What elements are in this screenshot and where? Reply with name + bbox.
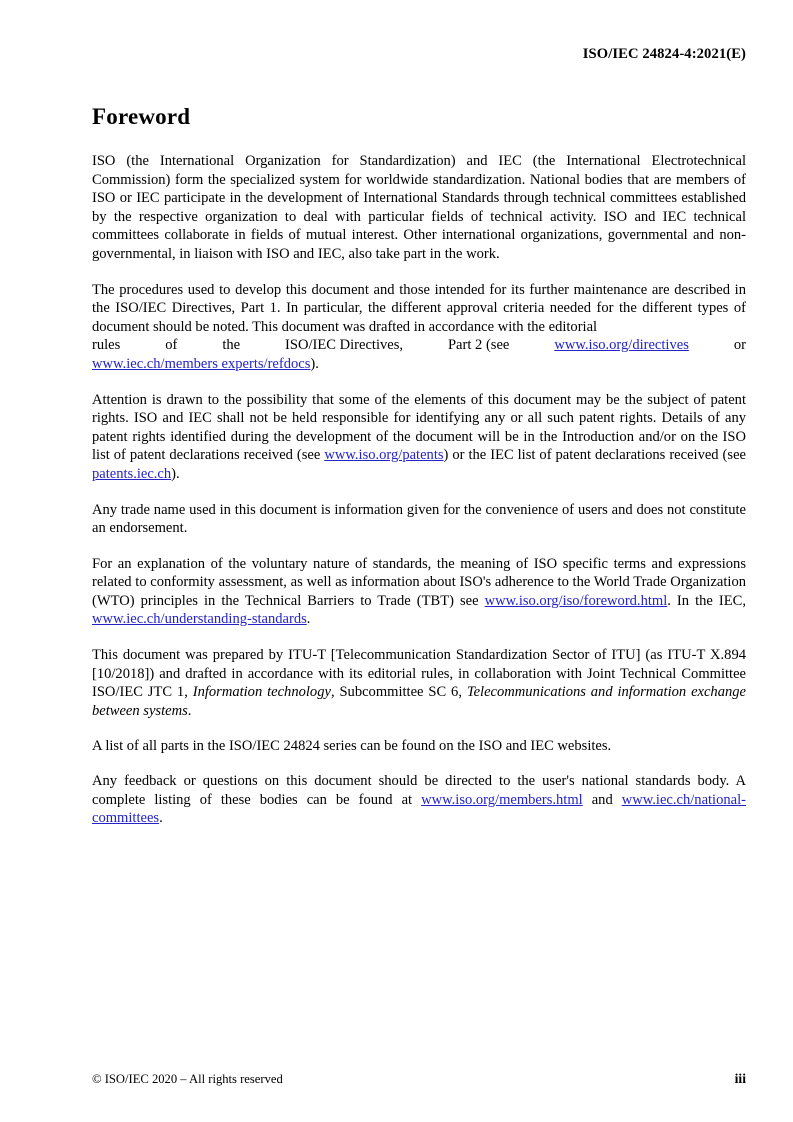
word-rules: rules xyxy=(92,337,121,354)
link-iso-directives[interactable]: www.iso.org/directives xyxy=(554,337,689,354)
copyright-notice: © ISO/IEC 2020 – All rights reserved xyxy=(92,1072,283,1086)
link-iso-patents[interactable]: www.iso.org/patents xyxy=(324,447,444,464)
paragraph-scope-organizations xyxy=(92,152,746,264)
page-number: iii xyxy=(734,1071,746,1086)
word-of: of xyxy=(165,337,178,354)
paragraph-text: Any trade name used in this document is information given for the convenience of users and does not constitute an endorsement. xyxy=(92,501,746,537)
paragraph-text-tail: . xyxy=(187,702,192,719)
word-the: the xyxy=(222,337,241,354)
word-part2-see: Part 2 (see xyxy=(447,337,510,354)
page-title: Foreword xyxy=(92,104,191,129)
paragraph-text-tail: ). xyxy=(171,465,180,482)
link-iec-understanding-standards[interactable]: www.iec.ch/understanding-standards xyxy=(92,611,307,628)
paragraph-text-mid: ) or the IEC list of patent declarations received (see xyxy=(443,447,746,464)
paragraph-text-tail: . xyxy=(159,810,163,827)
paragraph-text: Attention is drawn to the possibility that some of the elements of this document may be the subject of patent rights. ISO and IEC shall not be held responsible for identifying any or all such patent rights. Details of any patent rights identified during the development of the document will be in the Introduction and/or on the ISO list of patent declarations received (see xyxy=(92,391,746,464)
conjunction-or: or xyxy=(733,337,746,354)
justified-line xyxy=(92,336,746,355)
paragraph-voluntary-nature xyxy=(92,555,746,629)
italic-information-technology: Information technology xyxy=(192,684,331,701)
paragraph-text: For an explanation of the voluntary nature of standards, the meaning of ISO specific terms and expressions related to conformity assessment, as well as information about ISO's adherence to the World Trade Organization (WTO) principles in the Technical Barriers to Trade (TBT) see xyxy=(92,555,746,609)
paragraph-text-mid: and xyxy=(582,791,622,808)
paragraph-text: The procedures used to develop this document and those intended for its further maintenance are described in the ISO/IEC Directives, Part 1. In particular, the different approval criteria needed for the different types of document should be noted. This document was drafted in accordance with the editorial xyxy=(92,281,746,335)
document-code-header: ISO/IEC 24824-4:2021(E) xyxy=(582,46,746,62)
paragraph-text-tail: . xyxy=(306,611,311,628)
paragraph-text: This document was prepared by ITU-T [Telecommunication Standardization Sector of ITU] (as ITU-T X.894 [10/2018]) and drafted in accordance with its editorial rules, in collaboration with Joint Technical Committee ISO/IEC JTC 1, xyxy=(92,647,746,701)
paragraph-text: ISO (the International Organization for Standardization) and IEC (the International Electrotechnical Commission) form the specialized system for worldwide standardization. National bodies that are members of ISO or IEC participate in the development of International Standards through technical committees established by the respective organization to deal with particular fields of technical activity. ISO and IEC technical committees collaborate in fields of mutual interest. Other international organizations, governmental and non-governmental, in liaison with ISO and IEC, also take part in the work. xyxy=(92,153,746,262)
paragraph-trade-name xyxy=(92,501,746,538)
link-iso-members[interactable]: www.iso.org/members.html xyxy=(421,791,583,808)
link-patents-iec[interactable]: patents.iec.ch xyxy=(92,465,172,482)
paragraph-list-of-parts xyxy=(92,737,746,756)
link-iec-national-committees[interactable]: www.iec.ch/national-committees xyxy=(92,791,746,827)
word-directives: ISO/IEC Directives, xyxy=(285,337,404,354)
italic-subcommittee-title: Telecommunications and information exchange between systems xyxy=(92,684,746,719)
paragraph-procedures-directives xyxy=(92,281,746,374)
paragraph-text-mid: . In the IEC, xyxy=(667,592,746,609)
link-iec-refdocs[interactable]: www.iec.ch/members experts/refdocs xyxy=(92,355,311,372)
paragraph-text-mid: , Subcommittee SC 6, xyxy=(330,684,467,701)
paragraph-prepared-by xyxy=(92,646,746,720)
document-body xyxy=(92,104,746,828)
paragraph-text: Any feedback or questions on this document should be directed to the user's national standards body. A complete listing of these bodies can be found at xyxy=(92,773,746,808)
link-iso-foreword[interactable]: www.iso.org/iso/foreword.html xyxy=(484,592,668,609)
paragraph-patent-rights xyxy=(92,391,746,484)
page-footer xyxy=(92,1071,746,1087)
paragraph-text-tail: ). xyxy=(310,355,319,372)
paragraph-text: A list of all parts in the ISO/IEC 24824 series can be found on the ISO and IEC websites. xyxy=(92,738,612,755)
paragraph-feedback xyxy=(92,772,746,828)
